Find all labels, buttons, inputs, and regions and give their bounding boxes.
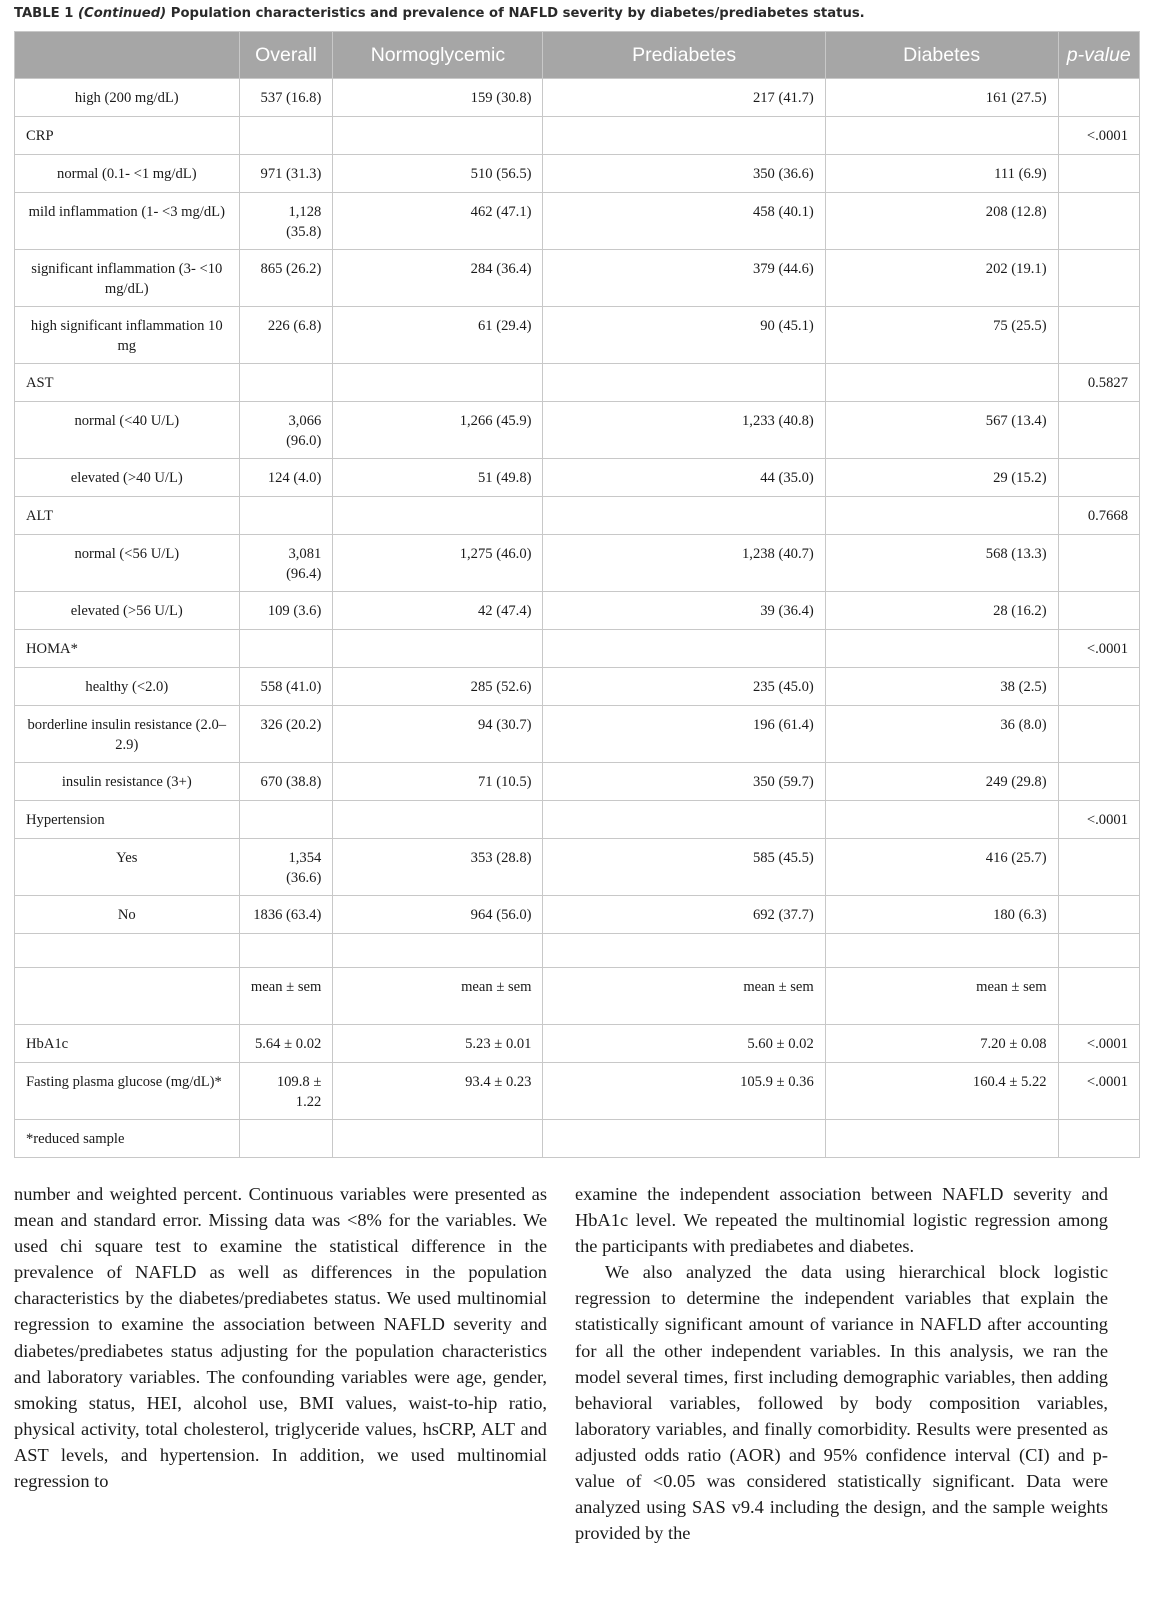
cell-normoglycemic: 94 (30.7) xyxy=(333,706,543,763)
cell-overall: 3,081 (96.4) xyxy=(239,535,333,592)
body-paragraph: We also analyzed the data using hierarchical block logistic regression to determine the independent variables that explain the statistically significant amount of variance in NAFLD after accounting for all the other independent variables. In this analysis, we ran the model several times, first including demographic variables, then adding behavioral variables, followed by body composition variables, laboratory variables, and finally comorbidity. Results were presented as adjusted odds ratio (AOR) and 95% confidence interval (CI) and p-value of <0.05 was considered statistically significant. Data were analyzed using SAS v9.4 including the design, and the sample weights provided by the xyxy=(575,1262,1108,1544)
table-row xyxy=(15,250,1140,307)
cell-prediabetes: 235 (45.0) xyxy=(543,668,825,706)
cell-label: Fasting plasma glucose (mg/dL)* xyxy=(15,1063,240,1120)
cell-prediabetes: 39 (36.4) xyxy=(543,592,825,630)
table-row xyxy=(15,968,1140,1025)
table-row xyxy=(15,535,1140,592)
cell-prediabetes xyxy=(543,630,825,668)
cell-label: high significant inflammation 10 mg xyxy=(15,307,240,364)
data-table xyxy=(14,31,1140,1158)
cell-label: elevated (>56 U/L) xyxy=(15,592,240,630)
body-paragraph: number and weighted percent. Continuous variables were presented as mean and standard error. Missing data was <8% for the variables. We used chi square test to examine the statistical difference in the prevalence of NAFLD as well as differences in the population characteristics by the diabetes/prediabetes status. We used multinomial regression to examine the association between NAFLD severity and diabetes/prediabetes status adjusting for the population characteristics and laboratory variables. The confounding variables were age, gender, smoking status, HEI, alcohol use, BMI values, waist-to-hip ratio, physical activity, total cholesterol, triglyceride values, hsCRP, ALT and AST levels, and hypertension. In addition, we used multinomial regression to xyxy=(14,1184,547,1492)
cell-p-value xyxy=(1058,763,1139,801)
cell-normoglycemic xyxy=(333,801,543,839)
cell-prediabetes: 379 (44.6) xyxy=(543,250,825,307)
cell-p-value xyxy=(1058,155,1139,193)
cell-normoglycemic: 93.4 ± 0.23 xyxy=(333,1063,543,1120)
cell-label xyxy=(15,968,240,1025)
cell-overall: 1,354 (36.6) xyxy=(239,839,333,896)
table-row xyxy=(15,934,1140,968)
cell-normoglycemic: 510 (56.5) xyxy=(333,155,543,193)
cell-overall: 865 (26.2) xyxy=(239,250,333,307)
cell-diabetes: 75 (25.5) xyxy=(825,307,1058,364)
header-overall: Overall xyxy=(239,32,333,79)
cell-normoglycemic: 284 (36.4) xyxy=(333,250,543,307)
cell-prediabetes: 105.9 ± 0.36 xyxy=(543,1063,825,1120)
cell-label: ALT xyxy=(15,497,240,535)
cell-overall xyxy=(239,1120,333,1158)
cell-normoglycemic: 51 (49.8) xyxy=(333,459,543,497)
cell-normoglycemic xyxy=(333,1120,543,1158)
cell-prediabetes: 458 (40.1) xyxy=(543,193,825,250)
cell-normoglycemic xyxy=(333,630,543,668)
table-row xyxy=(15,1025,1140,1063)
cell-overall xyxy=(239,497,333,535)
table-row xyxy=(15,79,1140,117)
cell-p-value: 0.7668 xyxy=(1058,497,1139,535)
table-row xyxy=(15,193,1140,250)
cell-prediabetes: 585 (45.5) xyxy=(543,839,825,896)
cell-overall: 670 (38.8) xyxy=(239,763,333,801)
cell-overall: 1,128 (35.8) xyxy=(239,193,333,250)
cell-p-value: <.0001 xyxy=(1058,1025,1139,1063)
cell-diabetes: 202 (19.1) xyxy=(825,250,1058,307)
caption-prefix: TABLE 1 xyxy=(14,6,74,21)
cell-label: high (200 mg/dL) xyxy=(15,79,240,117)
header-label xyxy=(15,32,240,79)
table-row xyxy=(15,459,1140,497)
cell-label: elevated (>40 U/L) xyxy=(15,459,240,497)
cell-normoglycemic: 285 (52.6) xyxy=(333,668,543,706)
cell-p-value: 0.5827 xyxy=(1058,364,1139,402)
cell-diabetes xyxy=(825,801,1058,839)
table-row xyxy=(15,307,1140,364)
cell-p-value xyxy=(1058,307,1139,364)
cell-overall: 558 (41.0) xyxy=(239,668,333,706)
cell-label: healthy (<2.0) xyxy=(15,668,240,706)
cell-label: Yes xyxy=(15,839,240,896)
cell-diabetes: 28 (16.2) xyxy=(825,592,1058,630)
cell-diabetes xyxy=(825,1120,1058,1158)
cell-normoglycemic: 42 (47.4) xyxy=(333,592,543,630)
cell-normoglycemic: 71 (10.5) xyxy=(333,763,543,801)
table-row xyxy=(15,839,1140,896)
cell-overall: 1836 (63.4) xyxy=(239,896,333,934)
table-row xyxy=(15,1063,1140,1120)
table-row xyxy=(15,117,1140,155)
body-paragraph: examine the independent association between NAFLD severity and HbA1c level. We repeated the multinomial logistic regression among the participants with prediabetes and diabetes. xyxy=(575,1184,1108,1257)
cell-normoglycemic: 61 (29.4) xyxy=(333,307,543,364)
cell-diabetes: 208 (12.8) xyxy=(825,193,1058,250)
cell-p-value xyxy=(1058,79,1139,117)
cell-label: Hypertension xyxy=(15,801,240,839)
table-caption xyxy=(14,6,1144,21)
cell-diabetes: 416 (25.7) xyxy=(825,839,1058,896)
cell-prediabetes: 5.60 ± 0.02 xyxy=(543,1025,825,1063)
table-body xyxy=(15,79,1140,1158)
cell-prediabetes xyxy=(543,1120,825,1158)
cell-normoglycemic xyxy=(333,364,543,402)
cell-prediabetes: 1,238 (40.7) xyxy=(543,535,825,592)
cell-normoglycemic: 353 (28.8) xyxy=(333,839,543,896)
cell-overall xyxy=(239,117,333,155)
cell-p-value xyxy=(1058,668,1139,706)
table-header-row xyxy=(15,32,1140,79)
table-row xyxy=(15,592,1140,630)
cell-diabetes xyxy=(825,630,1058,668)
cell-prediabetes: mean ± sem xyxy=(543,968,825,1025)
cell-prediabetes: 692 (37.7) xyxy=(543,896,825,934)
cell-p-value: <.0001 xyxy=(1058,801,1139,839)
cell-p-value xyxy=(1058,592,1139,630)
cell-overall xyxy=(239,364,333,402)
cell-label: normal (0.1- <1 mg/dL) xyxy=(15,155,240,193)
cell-p-value xyxy=(1058,250,1139,307)
cell-overall: 109 (3.6) xyxy=(239,592,333,630)
cell-overall xyxy=(239,934,333,968)
table-row xyxy=(15,402,1140,459)
cell-prediabetes: 44 (35.0) xyxy=(543,459,825,497)
cell-overall: mean ± sem xyxy=(239,968,333,1025)
caption-title: Population characteristics and prevalence of NAFLD severity by diabetes/prediabetes status. xyxy=(170,6,865,21)
cell-diabetes: 161 (27.5) xyxy=(825,79,1058,117)
table-row xyxy=(15,801,1140,839)
cell-prediabetes xyxy=(543,117,825,155)
cell-prediabetes: 350 (36.6) xyxy=(543,155,825,193)
table-row xyxy=(15,497,1140,535)
cell-diabetes: 567 (13.4) xyxy=(825,402,1058,459)
cell-overall: 109.8 ± 1.22 xyxy=(239,1063,333,1120)
cell-overall: 326 (20.2) xyxy=(239,706,333,763)
table-row xyxy=(15,706,1140,763)
cell-normoglycemic xyxy=(333,934,543,968)
cell-label: HOMA* xyxy=(15,630,240,668)
cell-normoglycemic: mean ± sem xyxy=(333,968,543,1025)
cell-prediabetes: 350 (59.7) xyxy=(543,763,825,801)
header-p-value: p-value xyxy=(1058,32,1139,79)
cell-diabetes xyxy=(825,497,1058,535)
cell-label: normal (<40 U/L) xyxy=(15,402,240,459)
cell-diabetes: mean ± sem xyxy=(825,968,1058,1025)
cell-prediabetes: 196 (61.4) xyxy=(543,706,825,763)
cell-label: normal (<56 U/L) xyxy=(15,535,240,592)
cell-overall: 124 (4.0) xyxy=(239,459,333,497)
cell-diabetes xyxy=(825,934,1058,968)
cell-label: significant inflammation (3- <10 mg/dL) xyxy=(15,250,240,307)
cell-diabetes: 36 (8.0) xyxy=(825,706,1058,763)
cell-p-value: <.0001 xyxy=(1058,630,1139,668)
cell-label: mild inflammation (1- <3 mg/dL) xyxy=(15,193,240,250)
cell-diabetes: 568 (13.3) xyxy=(825,535,1058,592)
cell-overall: 537 (16.8) xyxy=(239,79,333,117)
cell-p-value: <.0001 xyxy=(1058,117,1139,155)
cell-p-value: <.0001 xyxy=(1058,1063,1139,1120)
cell-overall: 226 (6.8) xyxy=(239,307,333,364)
cell-prediabetes xyxy=(543,934,825,968)
cell-label: No xyxy=(15,896,240,934)
cell-p-value xyxy=(1058,1120,1139,1158)
cell-overall xyxy=(239,801,333,839)
cell-p-value xyxy=(1058,968,1139,1025)
cell-prediabetes: 217 (41.7) xyxy=(543,79,825,117)
cell-normoglycemic: 462 (47.1) xyxy=(333,193,543,250)
cell-label: HbA1c xyxy=(15,1025,240,1063)
cell-normoglycemic: 5.23 ± 0.01 xyxy=(333,1025,543,1063)
header-prediabetes: Prediabetes xyxy=(543,32,825,79)
cell-diabetes: 29 (15.2) xyxy=(825,459,1058,497)
cell-label: insulin resistance (3+) xyxy=(15,763,240,801)
cell-label: CRP xyxy=(15,117,240,155)
cell-diabetes: 160.4 ± 5.22 xyxy=(825,1063,1058,1120)
cell-label: AST xyxy=(15,364,240,402)
cell-prediabetes: 90 (45.1) xyxy=(543,307,825,364)
cell-label xyxy=(15,934,240,968)
cell-diabetes: 249 (29.8) xyxy=(825,763,1058,801)
cell-p-value xyxy=(1058,896,1139,934)
header-normoglycemic: Normoglycemic xyxy=(333,32,543,79)
cell-diabetes: 7.20 ± 0.08 xyxy=(825,1025,1058,1063)
cell-prediabetes xyxy=(543,364,825,402)
cell-prediabetes xyxy=(543,497,825,535)
cell-p-value xyxy=(1058,193,1139,250)
cell-p-value xyxy=(1058,535,1139,592)
cell-overall: 5.64 ± 0.02 xyxy=(239,1025,333,1063)
cell-label: borderline insulin resistance (2.0–2.9) xyxy=(15,706,240,763)
cell-p-value xyxy=(1058,839,1139,896)
cell-p-value xyxy=(1058,934,1139,968)
cell-overall: 971 (31.3) xyxy=(239,155,333,193)
cell-p-value xyxy=(1058,402,1139,459)
cell-diabetes xyxy=(825,364,1058,402)
header-diabetes: Diabetes xyxy=(825,32,1058,79)
cell-normoglycemic xyxy=(333,117,543,155)
cell-diabetes: 180 (6.3) xyxy=(825,896,1058,934)
cell-p-value xyxy=(1058,459,1139,497)
cell-prediabetes xyxy=(543,801,825,839)
table-row xyxy=(15,630,1140,668)
cell-prediabetes: 1,233 (40.8) xyxy=(543,402,825,459)
table-row xyxy=(15,364,1140,402)
cell-normoglycemic: 1,275 (46.0) xyxy=(333,535,543,592)
cell-normoglycemic: 964 (56.0) xyxy=(333,896,543,934)
table-row xyxy=(15,1120,1140,1158)
cell-p-value xyxy=(1058,706,1139,763)
cell-diabetes xyxy=(825,117,1058,155)
cell-normoglycemic: 159 (30.8) xyxy=(333,79,543,117)
cell-label: *reduced sample xyxy=(15,1120,240,1158)
body-column-left xyxy=(14,1181,547,1494)
cell-normoglycemic: 1,266 (45.9) xyxy=(333,402,543,459)
body-column-right xyxy=(575,1181,1108,1546)
caption-continued: (Continued) xyxy=(78,6,167,21)
cell-overall xyxy=(239,630,333,668)
cell-diabetes: 111 (6.9) xyxy=(825,155,1058,193)
cell-diabetes: 38 (2.5) xyxy=(825,668,1058,706)
cell-normoglycemic xyxy=(333,497,543,535)
cell-overall: 3,066 (96.0) xyxy=(239,402,333,459)
table-row xyxy=(15,896,1140,934)
table-row xyxy=(15,155,1140,193)
table-row xyxy=(15,668,1140,706)
table-row xyxy=(15,763,1140,801)
